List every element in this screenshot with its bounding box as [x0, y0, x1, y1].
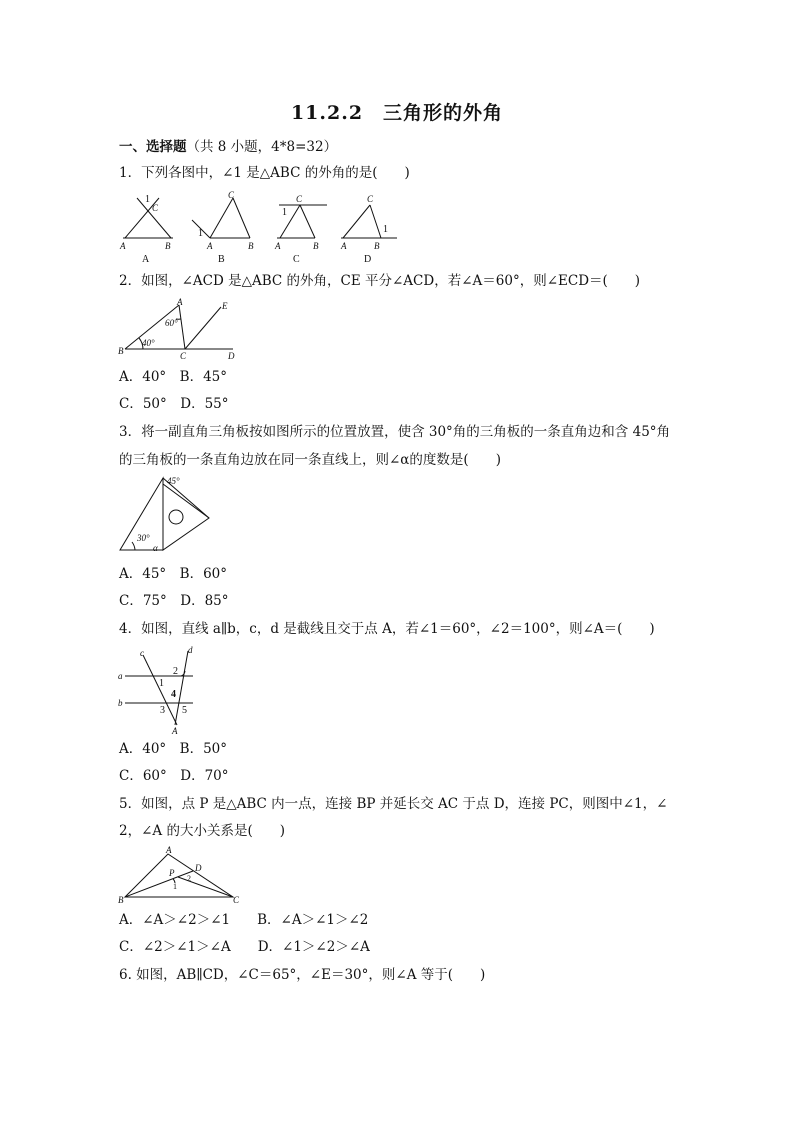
- q5-label-p: P: [169, 868, 175, 878]
- q4-label-1: 1: [159, 678, 164, 689]
- q4-label-point-a: A: [172, 726, 178, 736]
- q5-label-a: A: [166, 845, 172, 855]
- q5-label-c: C: [233, 895, 240, 905]
- q3-label-30: 30°: [137, 533, 150, 543]
- question-5-text-line-1: 5．如图，点 P 是△ABC 内一点，连接 BP 并延长交 AC 于点 D，连接 PC，则图中∠1，∠: [119, 796, 668, 812]
- page-title: 11.2.2 三角形的外角: [290, 102, 504, 124]
- q5-label-1: 1: [173, 882, 177, 891]
- q4-label-a: a: [118, 671, 123, 681]
- question-2-figure: [115, 297, 240, 361]
- q1-a-label-a: A: [120, 241, 126, 251]
- q1-figure-a: [119, 194, 173, 265]
- section-heading: [119, 137, 337, 157]
- q5-label-b: B: [118, 895, 124, 905]
- question-1-text: 1．下列各图中，∠1 是△ABC 的外角的是( ): [119, 165, 410, 181]
- question-5-options-row-2: C．∠2＞∠1＞∠A D．∠1＞∠2＞∠A: [119, 939, 370, 955]
- q4-label-c: c: [140, 648, 144, 658]
- question-2-options-row-2: C．50° D．55°: [119, 396, 229, 412]
- question-2-text: 2．如图，∠ACD 是△ABC 的外角，CE 平分∠ACD，若∠A＝60°，则∠ECD＝( ): [119, 273, 641, 289]
- q1-c-label-a: A: [275, 241, 281, 251]
- q2-label-a: A: [177, 297, 183, 307]
- question-4-options-row-1: A．40° B．50°: [119, 741, 228, 757]
- q4-label-5: 5: [182, 705, 187, 716]
- q1-c-label-b: B: [313, 241, 319, 251]
- question-3-figure: [115, 474, 215, 560]
- question-3-text-line-1: 3．将一副直角三角板按如图所示的位置放置，使含 30°角的三角板的一条直角边和含 45°角: [119, 424, 671, 440]
- section-info: （共 8 小题，4*8=32）: [186, 139, 338, 155]
- q1-d-label-a: A: [341, 241, 347, 251]
- question-3-options-row-1: A．45° B．60°: [119, 566, 228, 582]
- q3-label-alpha: α: [153, 543, 158, 553]
- q2-label-60: 60°: [165, 318, 178, 328]
- q4-label-4: 4: [171, 689, 176, 700]
- q2-label-c: C: [180, 351, 187, 361]
- q1-option-b: B: [218, 254, 225, 265]
- question-1-figure: [115, 188, 405, 268]
- q4-label-2: 2: [173, 666, 178, 677]
- q2-label-40: 40°: [142, 338, 155, 348]
- q1-option-d: D: [364, 254, 372, 265]
- q1-d-label-1: 1: [383, 224, 388, 235]
- q1-c-label-c: C: [296, 194, 303, 204]
- q4-label-b: b: [118, 698, 123, 708]
- q1-a-label-1: 1: [145, 194, 150, 205]
- question-2-options-row-1: A．40° B．45°: [119, 369, 228, 385]
- question-4-options-row-2: C．60° D．70°: [119, 768, 229, 784]
- question-5-figure: [115, 845, 245, 905]
- q1-a-label-b: B: [165, 241, 171, 251]
- q2-label-e: E: [222, 301, 228, 311]
- q1-d-label-c: C: [367, 194, 374, 204]
- q2-label-d: D: [228, 351, 235, 361]
- q4-label-d: d: [188, 645, 193, 655]
- question-3-text-line-2: 的三角板的一条直角边放在同一条直线上，则∠α的度数是( ): [119, 452, 501, 468]
- q1-figure-b: [192, 190, 254, 265]
- q5-label-d: D: [195, 863, 202, 873]
- q5-label-2: 2: [187, 874, 191, 883]
- q3-label-45: 45°: [167, 476, 180, 486]
- q2-label-b: B: [118, 346, 124, 356]
- q1-b-label-a: A: [207, 241, 213, 251]
- q1-c-label-1: 1: [282, 207, 287, 218]
- q1-a-label-c: C: [152, 203, 159, 213]
- question-3-options-row-2: C．75° D．85°: [119, 593, 229, 609]
- q1-d-label-b: B: [374, 241, 380, 251]
- q1-option-c: C: [293, 254, 300, 265]
- section-label: 一、选择题: [119, 139, 187, 155]
- q1-b-label-b: B: [248, 241, 254, 251]
- q1-figure-d: [340, 194, 397, 265]
- question-5-text-line-2: 2，∠A 的大小关系是( ): [119, 823, 285, 839]
- question-4-figure: [115, 645, 205, 737]
- question-6-text: 6. 如图，AB∥CD，∠C＝65°，∠E＝30°，则∠A 等于( ): [119, 967, 486, 983]
- question-4-text: 4．如图，直线 a∥b，c，d 是截线且交于点 A，若∠1＝60°，∠2＝100°，则∠A＝( ): [119, 621, 655, 637]
- q4-label-3: 3: [160, 705, 165, 716]
- q1-figure-c: [274, 194, 327, 265]
- q1-b-label-c: C: [228, 190, 235, 200]
- question-5-options-row-1: A．∠A＞∠2＞∠1 B．∠A＞∠1＞∠2: [119, 912, 369, 928]
- q1-b-label-1: 1: [198, 228, 203, 239]
- q1-option-a: A: [142, 254, 150, 265]
